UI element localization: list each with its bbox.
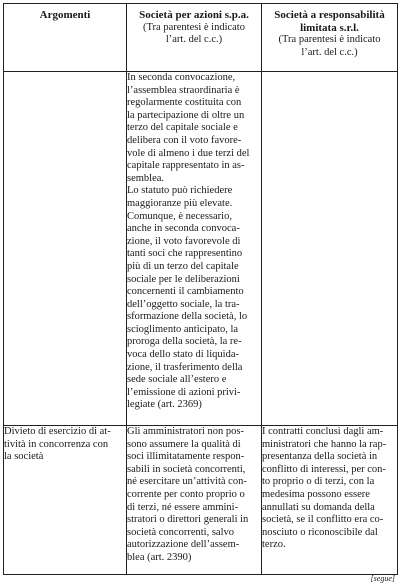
table-row [4, 72, 398, 426]
cell-spa: In seconda convocazione, l’assemblea straordinaria è regolarmente costituita con la partecipazione di oltre un terzo del capitale sociale e delibera con il voto favore- vole di almeno i due terzi del capitale rappresentato in as- semblea. Lo statuto può richiedere maggioranze più elevate. Comunque, è necessario, anche in seconda convoca- zione, il voto favorevole di tanti soci che rappresentino più di un terzo del capitale sociale per le deliberazioni concernenti il cambiamento dell’oggetto sociale, la tra- sformazione della società, lo scioglimento anticipato, la proroga della società, la re- voca dello stato di liquida- zione, il trasferimento della sede sociale all’estero e l’emissione di azioni privi- legiate (art. 2369) [127, 72, 262, 426]
header-title: Società a responsabilità limitata s.r.l. [274, 9, 385, 34]
cell-srl: I contratti conclusi dagli am- ministratori che hanno la rap- presentanza della società in conflitto di interessi, per con- to proprio o di terzi, con la medesima possono essere annullati su domanda della società, se il conflitto era co- nosciuto o riconoscibile dal terzo. [262, 426, 398, 575]
cell-srl [262, 72, 398, 426]
header-spa [127, 4, 262, 72]
cell-argomento [4, 72, 127, 426]
header-subtitle: (Tra parentesi è indicato l’art. del c.c.) [143, 21, 245, 45]
header-srl [262, 4, 398, 72]
cell-spa: Gli amministratori non pos- sono assumere la qualità di soci illimitatamente respon- sabili in società concorrenti, né esercitare un’attività con- corrente per conto proprio o di terzi, né essere ammini- stratori o direttori generali in società concorrenti, salvo autorizzazione dell’assem- blea (art. 2390) [127, 426, 262, 575]
comparison-table [3, 3, 398, 575]
header-title: Argomenti [39, 9, 91, 21]
header-title: Società per azioni s.p.a. [139, 9, 249, 21]
header-argomenti [4, 4, 127, 72]
cell-argomento: Divieto di esercizio di at- tività in concorrenza con la società [4, 426, 127, 575]
header-subtitle: (Tra parentesi è indicato l’art. del c.c.) [278, 34, 381, 58]
table-header-row [4, 4, 398, 72]
table-row [4, 426, 398, 575]
continuation-note: [segue] [370, 574, 395, 583]
